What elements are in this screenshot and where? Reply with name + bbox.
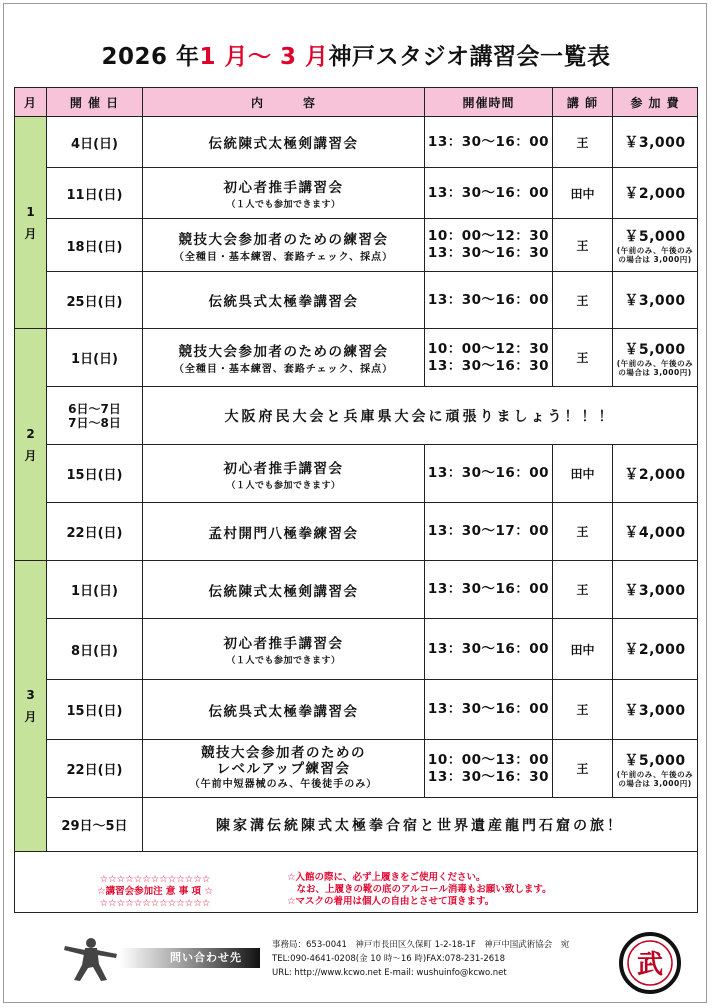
event-title: 初心者推手講習会 （１人でも参加できます） xyxy=(143,168,425,219)
header-date: 開 催 日 xyxy=(47,88,143,117)
event-fee: ￥5,000 (午前のみ、午後のみ の場合は 3,000円) xyxy=(613,329,698,387)
event-banner: 陳家溝伝統陳式太極拳合宿と世界遺産龍門石窟の旅！ xyxy=(143,798,698,852)
event-instructor: 田中 xyxy=(553,168,613,219)
event-time: 13：30～16：00 xyxy=(425,272,553,329)
header-row xyxy=(15,88,698,117)
event-fee: ￥3,000 xyxy=(613,117,698,168)
event-time: 13：30～16：00 xyxy=(425,445,553,503)
event-fee: ￥4,000 xyxy=(613,503,698,561)
event-fee: ￥2,000 xyxy=(613,445,698,503)
table-row xyxy=(15,561,698,619)
header-month: 月 xyxy=(15,88,47,117)
event-time: 13：30～16：00 xyxy=(425,168,553,219)
notes-title: ☆☆☆☆☆☆☆☆☆☆☆☆☆ ☆講習会参加注 意 事 項 ☆ ☆☆☆☆☆☆☆☆☆☆☆☆☆ xyxy=(97,874,213,909)
event-date: 25日(日) xyxy=(47,272,143,329)
table-row xyxy=(15,680,698,740)
table-row xyxy=(15,219,698,272)
month-february: 2 月 xyxy=(15,329,47,561)
event-title: 伝統陳式太極剣講習会 xyxy=(143,117,425,168)
table-row xyxy=(15,503,698,561)
martial-artist-icon xyxy=(55,934,125,984)
office-address: 事務局：653-0041 神戸市長田区久保町 1-2-18-1F 神戸中国武術協会 宛 xyxy=(272,940,570,950)
event-time: 13：30～16：00 xyxy=(425,561,553,619)
event-date: 1日(日) xyxy=(47,561,143,619)
page-title xyxy=(0,38,712,71)
event-date: 18日(日) xyxy=(47,219,143,272)
event-time: 13：30～16：00 xyxy=(425,117,553,168)
event-time: 10：00～13：00 13：30～16：30 xyxy=(425,740,553,798)
title-range: 1 月～ 3 月 xyxy=(199,44,329,70)
event-instructor: 王 xyxy=(553,117,613,168)
phone-fax: TEL:090-4641-0208(金 10 時～16 時)FAX:078-231-2618 xyxy=(272,954,505,964)
url-email: URL: http://www.kcwo.net E-mail: wushuinfo@kcwo.net xyxy=(272,968,507,978)
event-date: 6日～7日 7日～8日 xyxy=(47,387,143,445)
event-instructor: 王 xyxy=(553,561,613,619)
table-row xyxy=(15,445,698,503)
event-time: 13：30～17：00 xyxy=(425,503,553,561)
event-instructor: 田中 xyxy=(553,445,613,503)
event-date: 11日(日) xyxy=(47,168,143,219)
notes-list: ☆入館の際に、必ず上履きをご使用ください。 なお、上履きの靴の底のアルコール消毒もお願い致します。 ☆マスクの着用は個人の自由とさせて頂きます。 xyxy=(287,872,552,907)
event-fee: ￥3,000 xyxy=(613,561,698,619)
event-instructor: 王 xyxy=(553,329,613,387)
event-time: 13：30～16：00 xyxy=(425,619,553,680)
event-title: 伝統呉式太極拳講習会 xyxy=(143,680,425,740)
title-suffix: 神戸スタジオ講習会一覧表 xyxy=(328,44,611,70)
header-time: 開催時間 xyxy=(425,88,553,117)
svg-text:武: 武 xyxy=(636,950,664,980)
event-fee: ￥5,000 (午前のみ、午後のみ の場合は 3,000円) xyxy=(613,740,698,798)
event-title: 初心者推手講習会 （１人でも参加できます） xyxy=(143,619,425,680)
event-fee: ￥2,000 xyxy=(613,619,698,680)
table-row xyxy=(15,272,698,329)
event-title: 競技大会参加者のための レベルアップ練習会 （午前中短器械のみ、午後徒手のみ） xyxy=(143,740,425,798)
header-instructor: 講 師 xyxy=(553,88,613,117)
table-row xyxy=(15,740,698,798)
event-title: 競技大会参加者のための練習会 （全種目・基本練習、套路チェック、採点） xyxy=(143,219,425,272)
event-fee: ￥3,000 xyxy=(613,680,698,740)
event-fee: ￥3,000 xyxy=(613,272,698,329)
contact-label: 問い合わせ先 xyxy=(170,951,242,964)
event-fee: ￥2,000 xyxy=(613,168,698,219)
event-title: 初心者推手講習会 （１人でも参加できます） xyxy=(143,445,425,503)
table-row xyxy=(15,619,698,680)
header-fee: 参 加 費 xyxy=(613,88,698,117)
event-time: 10：00～12：30 13：30～16：30 xyxy=(425,219,553,272)
event-date: 15日(日) xyxy=(47,680,143,740)
event-instructor: 王 xyxy=(553,680,613,740)
header-content: 内 容 xyxy=(143,88,425,117)
contact-info xyxy=(272,938,569,980)
table-row xyxy=(15,168,698,219)
event-instructor: 王 xyxy=(553,272,613,329)
schedule-table xyxy=(14,87,698,913)
event-banner: 大阪府民大会と兵庫県大会に頑張りましょう！！！ xyxy=(143,387,698,445)
event-instructor: 王 xyxy=(553,740,613,798)
month-january: 1 月 xyxy=(15,117,47,329)
table-row xyxy=(15,329,698,387)
table-row xyxy=(15,798,698,852)
event-date: 22日(日) xyxy=(47,740,143,798)
event-title: 競技大会参加者のための練習会 （全種目・基本練習、套路チェック、採点） xyxy=(143,329,425,387)
month-march: 3 月 xyxy=(15,561,47,852)
table-row xyxy=(15,117,698,168)
event-instructor: 田中 xyxy=(553,619,613,680)
association-seal-icon xyxy=(618,931,682,995)
event-date: 22日(日) xyxy=(47,503,143,561)
event-date: 8日(日) xyxy=(47,619,143,680)
event-date: 1日(日) xyxy=(47,329,143,387)
event-instructor: 王 xyxy=(553,219,613,272)
event-time: 10：00～12：30 13：30～16：30 xyxy=(425,329,553,387)
table-row xyxy=(15,387,698,445)
event-date: 29日～5日 xyxy=(47,798,143,852)
event-title: 孟村開門八極拳練習会 xyxy=(143,503,425,561)
event-fee: ￥5,000 (午前のみ、午後のみ の場合は 3,000円) xyxy=(613,219,698,272)
event-title: 伝統陳式太極剣講習会 xyxy=(143,561,425,619)
title-prefix: 2026 年 xyxy=(101,44,200,70)
event-title: 伝統呉式太極拳講習会 xyxy=(143,272,425,329)
event-date: 15日(日) xyxy=(47,445,143,503)
event-time: 13：30～16：00 xyxy=(425,680,553,740)
event-instructor: 王 xyxy=(553,503,613,561)
event-date: 4日(日) xyxy=(47,117,143,168)
